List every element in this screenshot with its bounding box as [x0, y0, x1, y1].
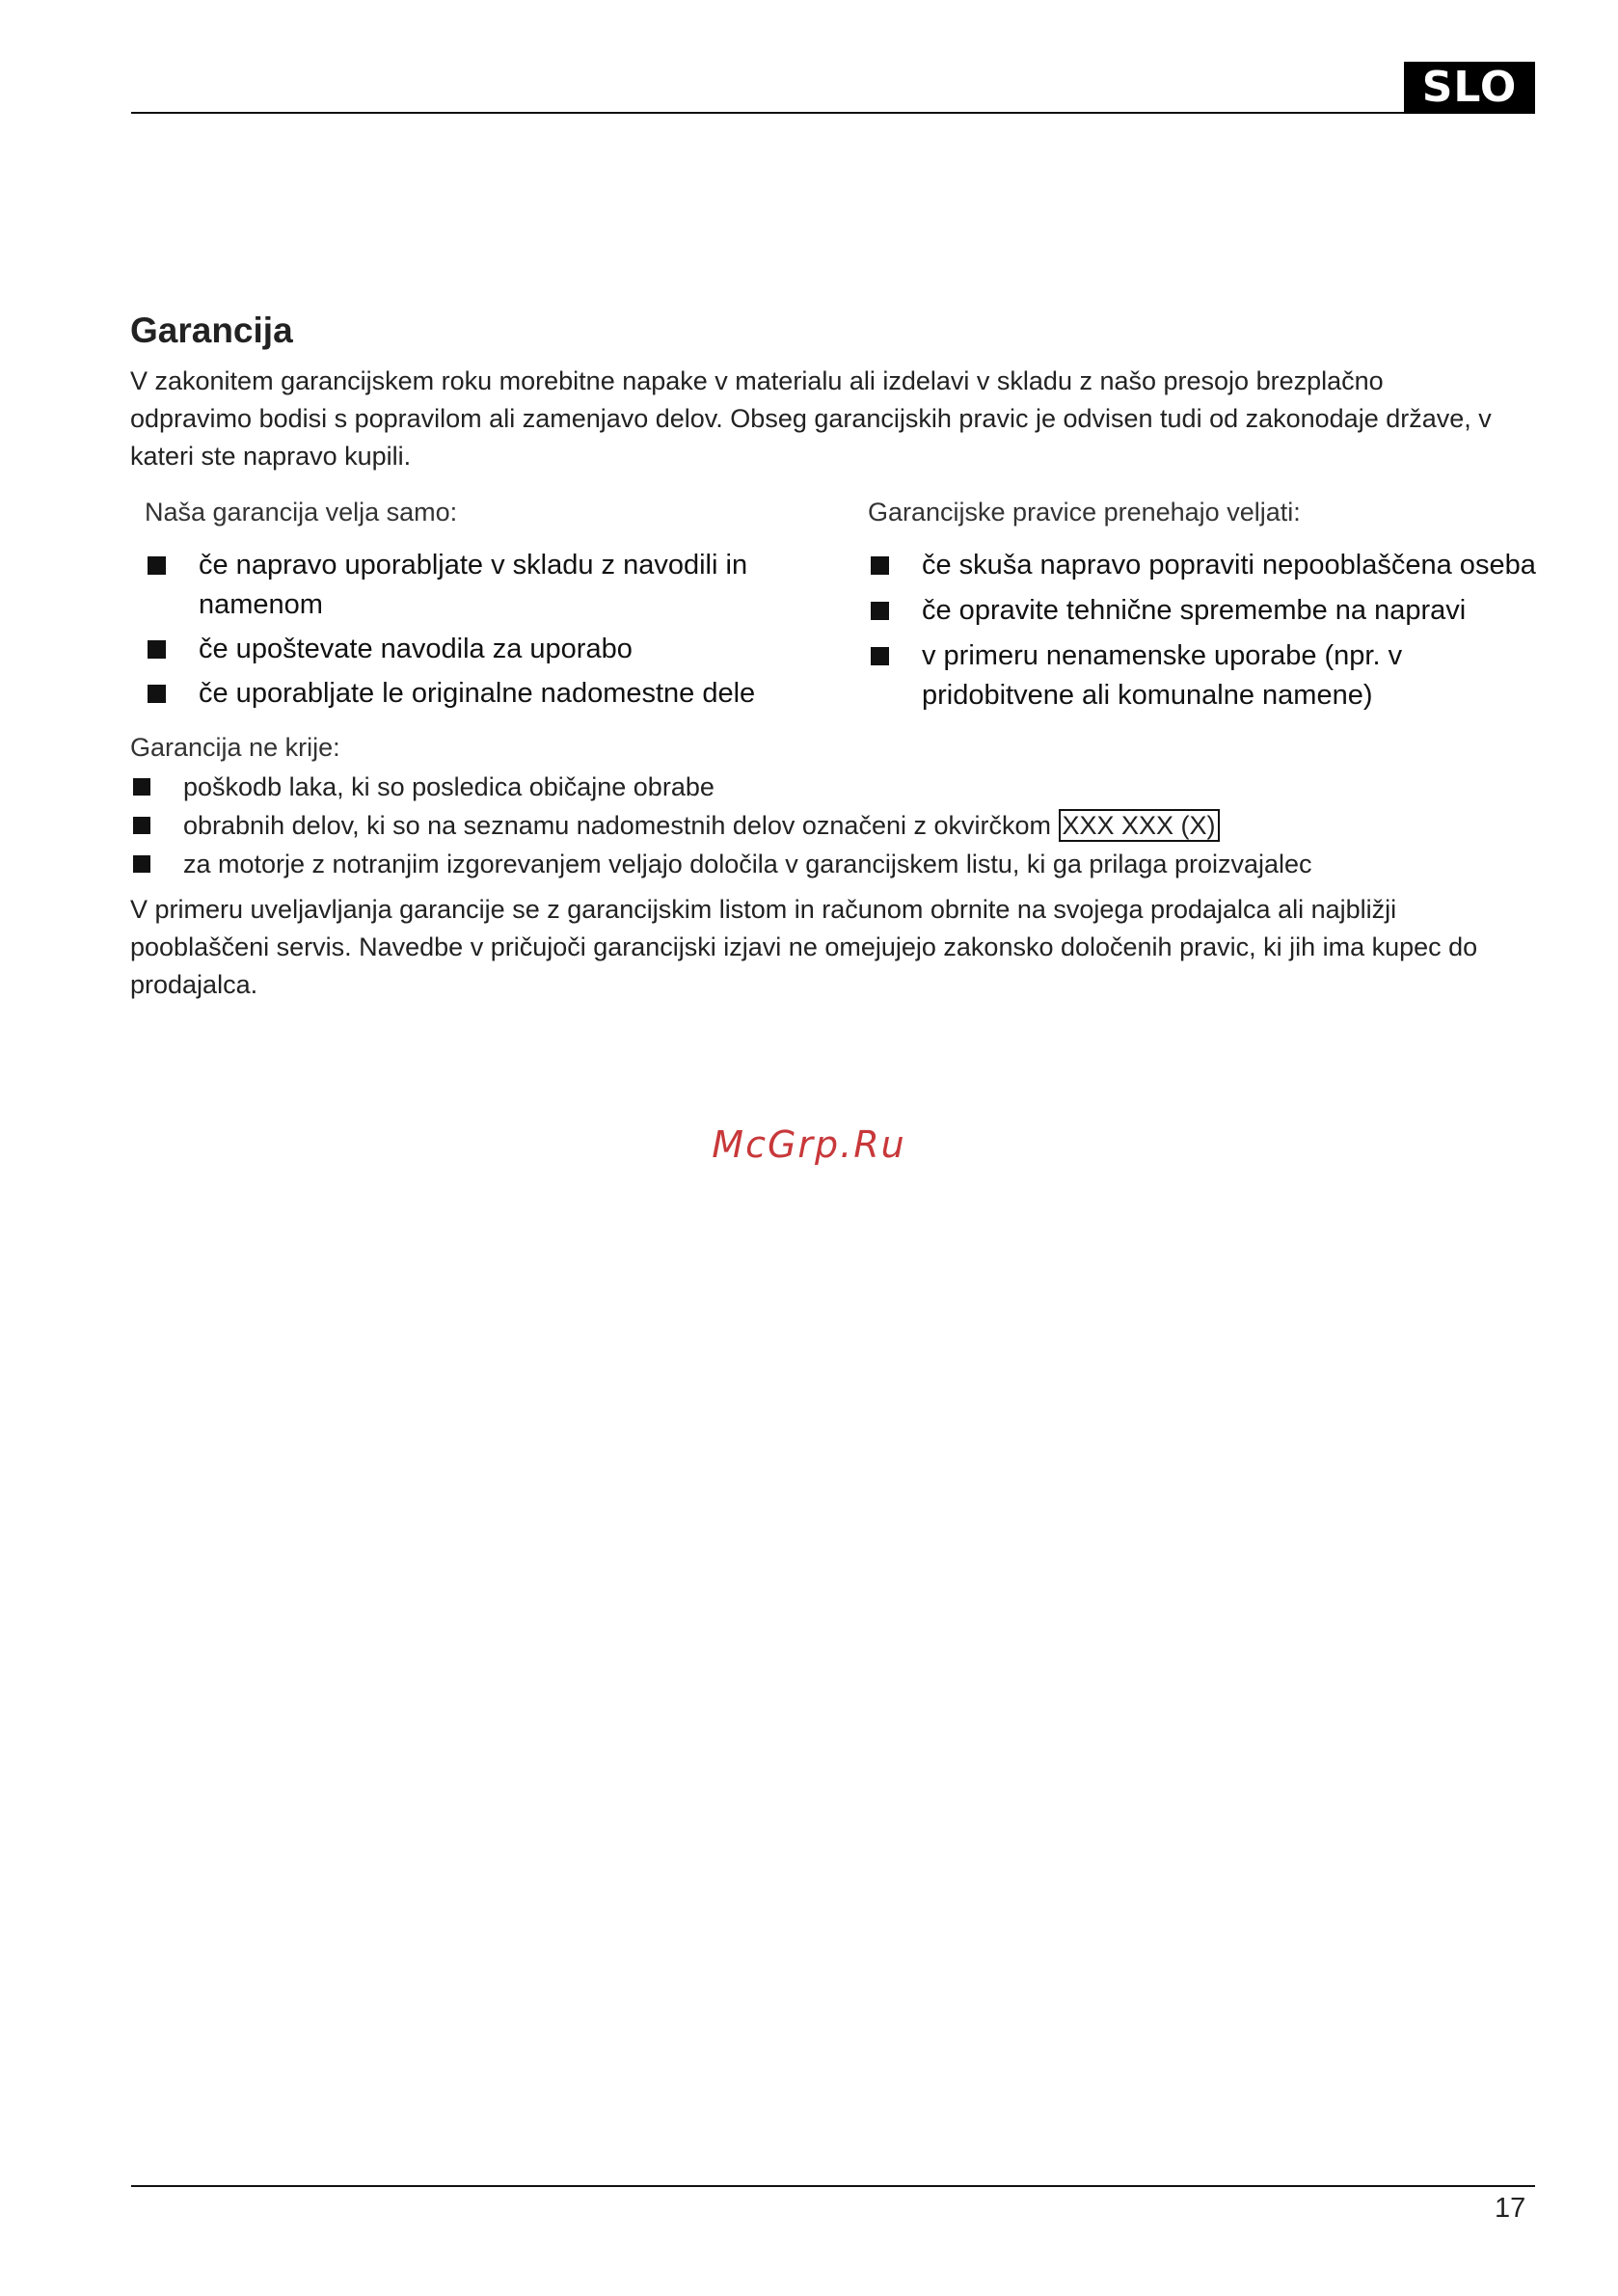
exclusions-list — [133, 768, 1522, 883]
valid-conditions-list — [145, 546, 762, 718]
bullet-square-icon — [133, 778, 150, 796]
footer-rule — [131, 2185, 1535, 2187]
header-rule — [131, 112, 1404, 114]
bullet-square-icon — [871, 647, 889, 665]
list-item: v primeru nenamenske uporabe (npr. v pridobitvene ali komunalne namene) — [868, 636, 1462, 716]
closing-paragraph: V primeru uveljavljanja garancije se z garancijskim listom in računom obrnite na svojega prodajalca ali najbližji pooblaščeni servis. Navedbe v pričujoči garancijski izjavi ne omejujejo zakonsko določenih pravic, ki jih ima kupec do prodajalca. — [130, 895, 1478, 999]
list-item: za motorje z notranjim izgorevanjem veljajo določila v garancijskem listu, ki ga prilaga proizvajalec — [133, 845, 1522, 883]
list-item: če opravite tehnične spremembe na napravi — [868, 591, 1543, 631]
exclusions-heading: Garancija ne krije: — [130, 733, 340, 762]
bullet-square-icon — [871, 602, 889, 620]
bullet-square-icon — [871, 556, 889, 575]
list-item: če napravo uporabljate v skladu z navodili in namenom — [145, 546, 762, 625]
list-item: obrabnih delov, ki so na seznamu nadomestnih delov označeni z okvirčkom XXX XXX (X) — [133, 806, 1522, 845]
intro-paragraph: V zakonitem garancijskem roku morebitne napake v materialu ali izdelavi v skladu z našo presojo brezplačno odpravimo bodisi s popravilom ali zamenjavo delov. Obseg garancijskih pravic je odvisen tudi od zakonodaje države, v kateri ste napravo kupili. — [130, 366, 1492, 471]
wear-part-code-box: XXX XXX (X) — [1059, 809, 1220, 842]
bullet-square-icon — [148, 640, 166, 659]
list-item: poškodb laka, ki so posledica običajne obrabe — [133, 768, 1522, 806]
language-badge: SLO — [1404, 62, 1535, 114]
bullet-square-icon — [133, 817, 150, 834]
bullet-square-icon — [148, 556, 166, 575]
void-conditions-list — [868, 546, 1543, 721]
section-title: Garancija — [130, 311, 293, 350]
valid-heading: Naša garancija velja samo: — [145, 498, 458, 527]
page-number: 17 — [1495, 2193, 1526, 2224]
list-item: če uporabljate le originalne nadomestne dele — [145, 674, 762, 714]
watermark: McGrp.Ru — [712, 1123, 906, 1166]
list-item: če skuša napravo popraviti nepooblaščena oseba — [868, 546, 1543, 585]
bullet-square-icon — [133, 855, 150, 873]
void-heading: Garancijske pravice prenehajo veljati: — [868, 498, 1301, 527]
bullet-square-icon — [148, 685, 166, 703]
list-item: če upoštevate navodila za uporabo — [145, 630, 762, 669]
